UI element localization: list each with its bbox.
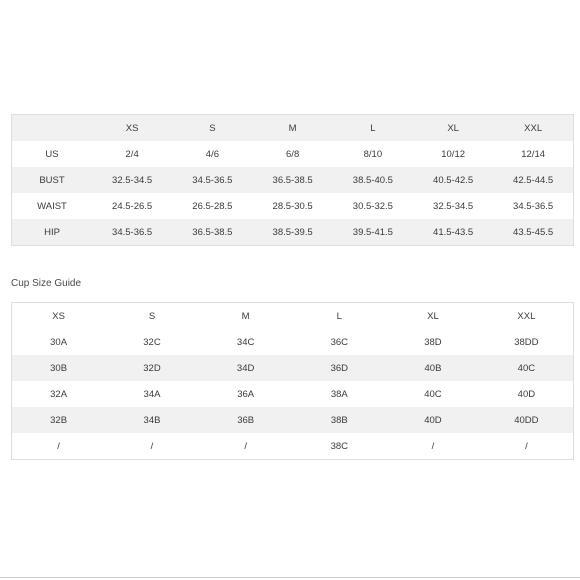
table-cell: 34.5-36.5 — [92, 219, 172, 246]
table-cell: BUST — [12, 167, 93, 193]
size-chart-table — [11, 114, 574, 246]
table-cell: 34D — [199, 355, 293, 381]
table-cell: 38C — [330, 440, 349, 452]
table-cell: 12/14 — [521, 148, 546, 160]
table-cell: 36C — [330, 336, 349, 348]
column-header: XL — [413, 115, 493, 142]
table-row — [12, 433, 574, 460]
table-cell: 38A — [330, 388, 348, 400]
table-header-row — [12, 115, 574, 142]
table-row — [12, 407, 574, 433]
column-header: XS — [52, 310, 65, 322]
table-header-row — [12, 303, 574, 330]
table-cell: 2/4 — [125, 148, 139, 160]
table-cell: 6/8 — [286, 148, 300, 160]
table-cell: 38DD — [514, 336, 539, 348]
table-cell: 4/6 — [205, 148, 219, 160]
table-cell: 34B — [105, 407, 199, 433]
table-cell: 39.5-41.5 — [333, 219, 413, 246]
table-cell: 38B — [292, 407, 386, 433]
table-row — [12, 219, 574, 246]
column-header: S — [172, 115, 252, 142]
table-cell: 32A — [50, 388, 68, 400]
table-cell: HIP — [12, 219, 93, 246]
table-cell: 34A — [143, 388, 161, 400]
bottom-divider — [0, 577, 580, 578]
table-row — [12, 193, 574, 219]
table-cell: 34C — [236, 336, 255, 348]
table-row — [12, 381, 574, 407]
table-cell: 36B — [199, 407, 293, 433]
column-header: L — [333, 115, 413, 142]
table-cell: 36.5-38.5 — [253, 167, 333, 193]
table-cell: 32B — [12, 407, 106, 433]
table-cell: 40D — [517, 388, 536, 400]
table-cell: 28.5-30.5 — [272, 200, 313, 212]
column-header: XL — [427, 310, 439, 322]
column-header: XXL — [493, 115, 573, 142]
table-cell: 32D — [105, 355, 199, 381]
table-cell: 40.5-42.5 — [413, 167, 493, 193]
column-header: XS — [92, 115, 172, 142]
table-cell: 34.5-36.5 — [513, 200, 554, 212]
table-row — [12, 167, 574, 193]
column-header: M — [241, 310, 250, 322]
column-header: M — [253, 115, 333, 142]
table-cell: 40C — [480, 355, 574, 381]
table-cell: 41.5-43.5 — [413, 219, 493, 246]
cup-guide-table — [11, 302, 574, 460]
table-row — [12, 355, 574, 381]
table-cell: 38.5-39.5 — [253, 219, 333, 246]
table-cell: 42.5-44.5 — [493, 167, 573, 193]
table-row — [12, 141, 574, 167]
size-chart-body — [12, 115, 574, 246]
table-cell: 8/10 — [363, 148, 383, 160]
table-cell: 32.5-34.5 — [92, 167, 172, 193]
table-cell: 36.5-38.5 — [172, 219, 252, 246]
table-cell: 34.5-36.5 — [172, 167, 252, 193]
table-cell: 36A — [237, 388, 255, 400]
table-cell: 38D — [424, 336, 442, 348]
table-cell: 32C — [143, 336, 161, 348]
table-cell: 40D — [386, 407, 480, 433]
table-row — [12, 329, 574, 355]
table-cell: / — [244, 440, 247, 452]
table-cell: 30.5-32.5 — [352, 200, 393, 212]
table-cell: 30B — [12, 355, 106, 381]
table-cell: 43.5-45.5 — [493, 219, 573, 246]
table-cell: 40B — [386, 355, 480, 381]
cup-guide-body — [12, 303, 574, 460]
table-cell: / — [150, 440, 154, 452]
table-cell: 32.5-34.5 — [433, 200, 474, 212]
column-header: XXL — [517, 310, 536, 322]
table-cell: / — [57, 440, 60, 452]
cup-guide-title: Cup Size Guide — [11, 278, 82, 289]
table-cell: US — [45, 148, 59, 160]
table-cell: 24.5-26.5 — [112, 200, 153, 212]
table-cell: 40C — [424, 388, 442, 400]
column-header — [12, 115, 93, 142]
table-cell: 30A — [50, 336, 68, 348]
table-cell: 10/12 — [441, 148, 466, 160]
table-cell: / — [431, 440, 435, 452]
table-cell: / — [525, 440, 528, 452]
column-header: S — [148, 310, 156, 322]
table-cell: 36D — [292, 355, 386, 381]
table-cell: 26.5-28.5 — [192, 200, 233, 212]
column-header: L — [336, 310, 342, 322]
table-cell: 38.5-40.5 — [333, 167, 413, 193]
table-cell: WAIST — [37, 200, 67, 212]
table-cell: 40DD — [480, 407, 574, 433]
